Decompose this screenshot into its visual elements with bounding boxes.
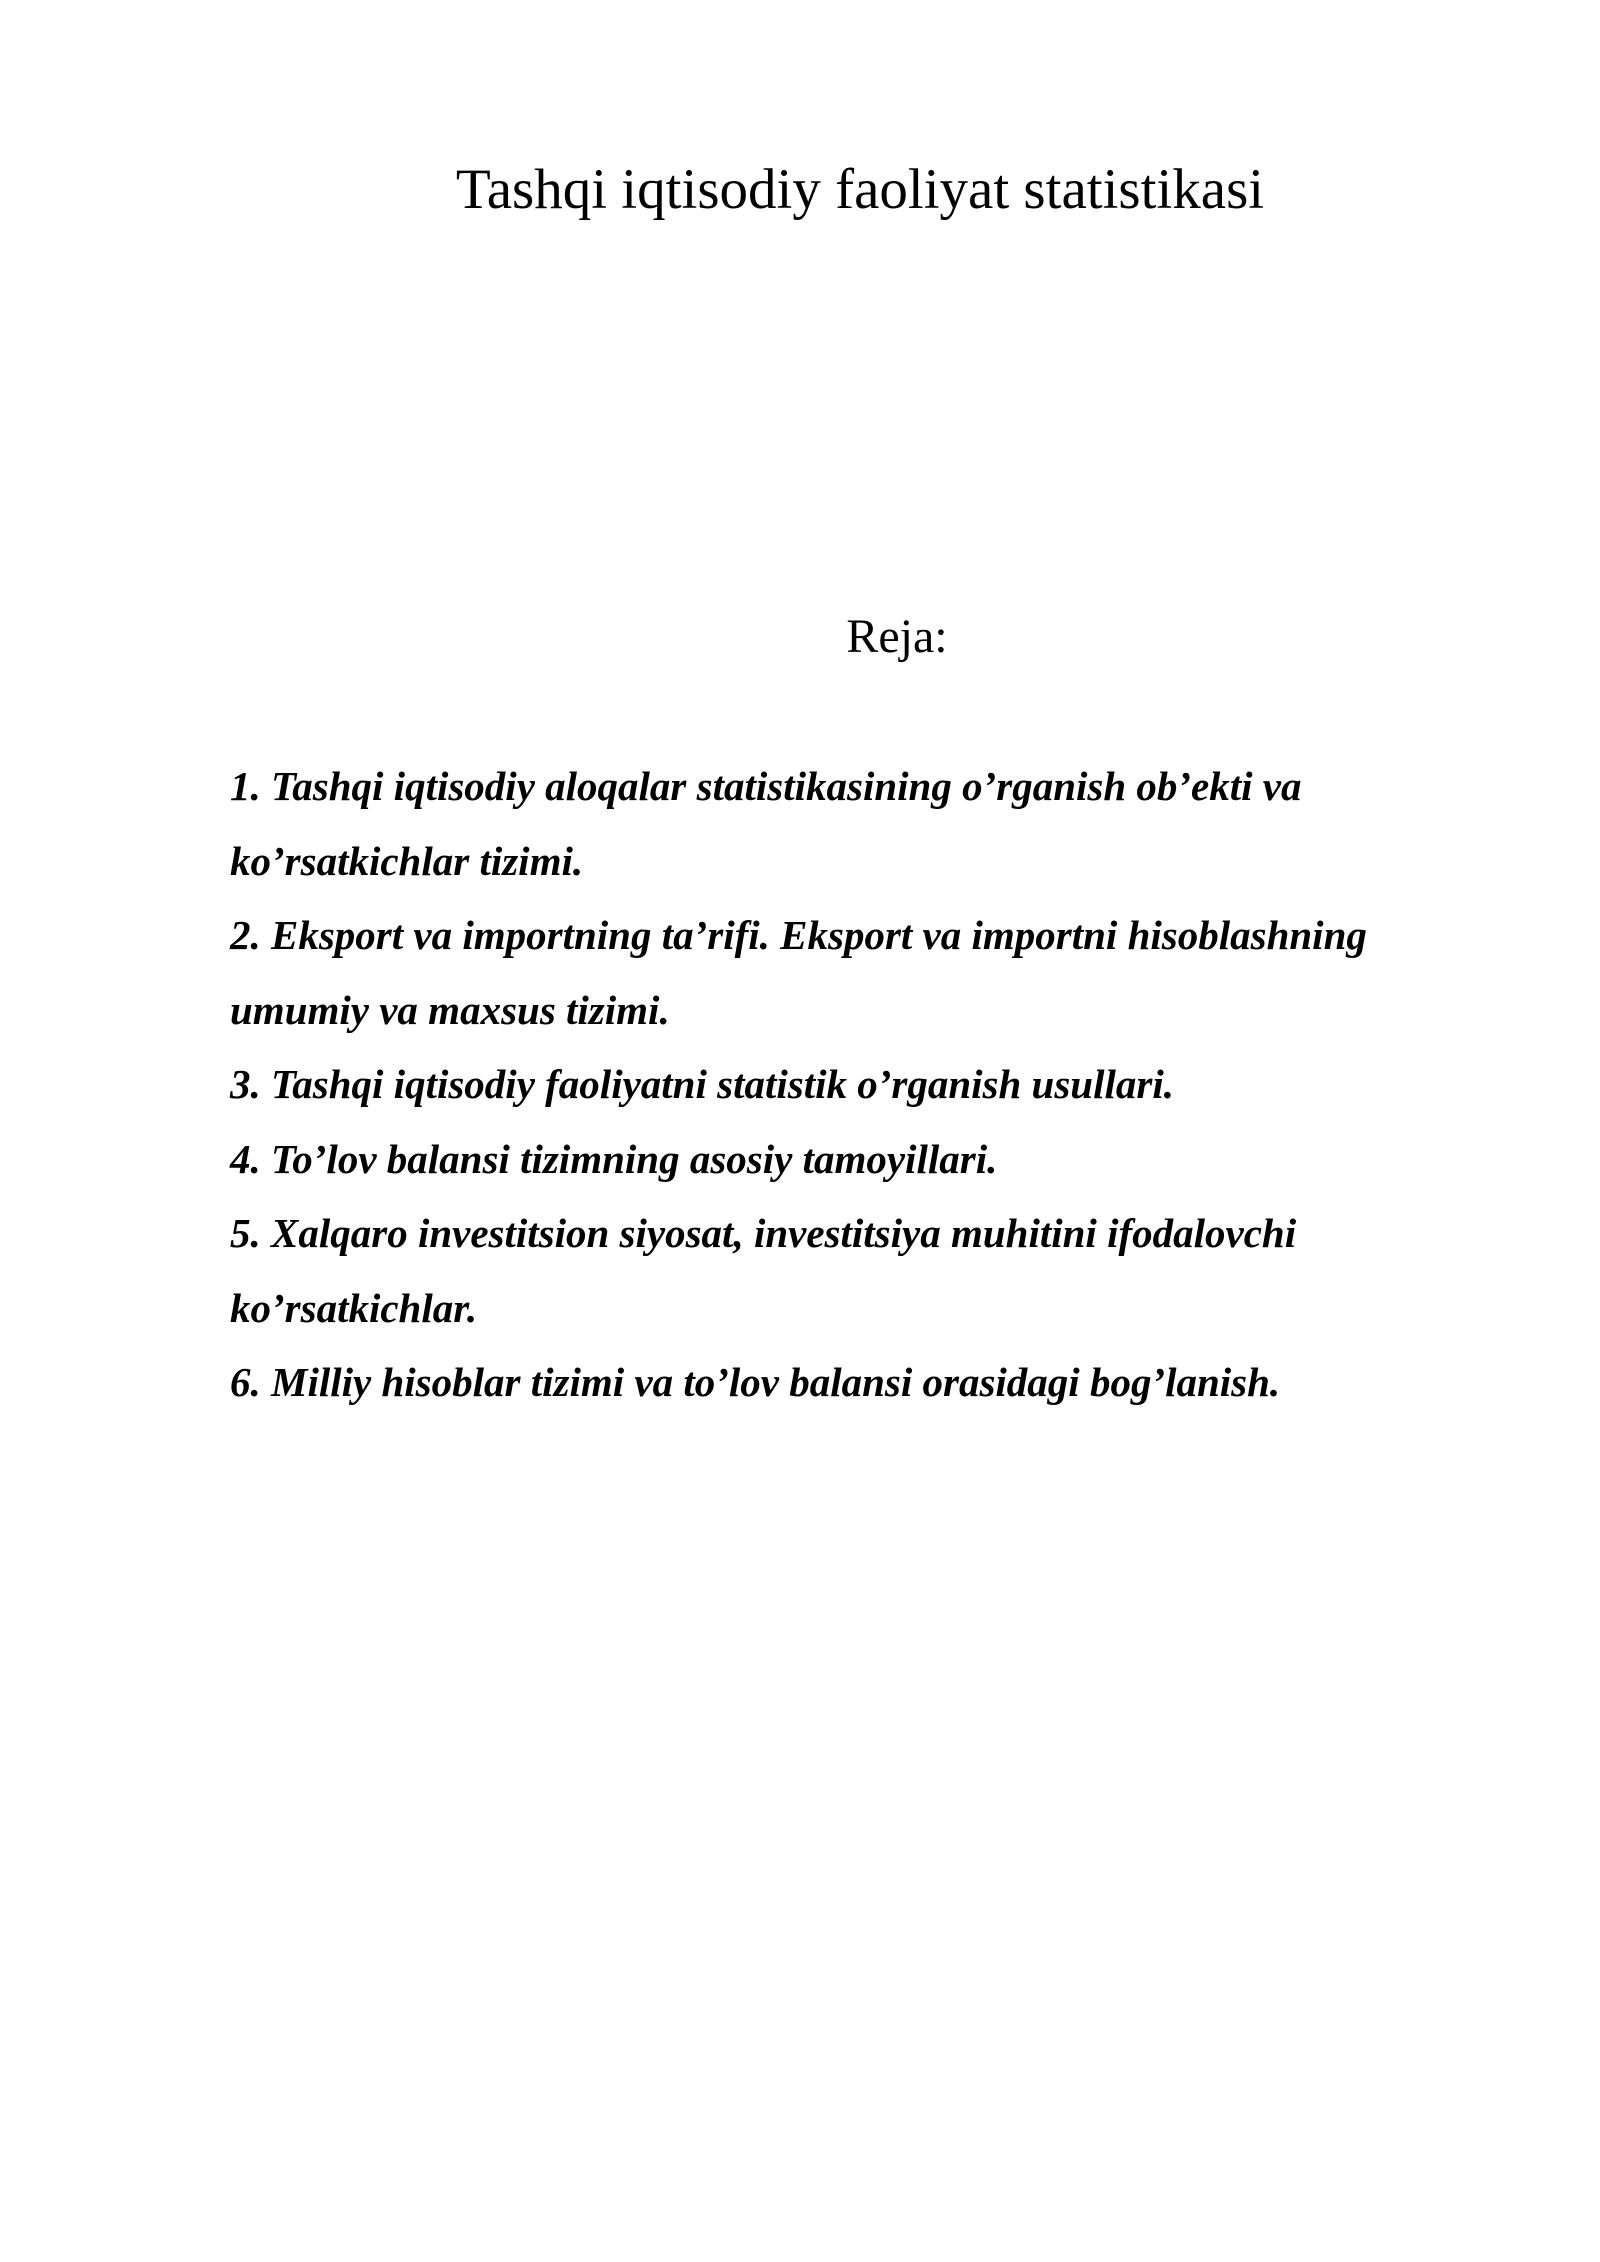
plan-item-5: 5. Xalqaro investitsion siyosat, investitsiya muhitini ifodalovchi ko’rsatkichlar. <box>230 1210 1297 1331</box>
plan-heading: Reja: <box>846 610 948 663</box>
plan-item-1: 1. Tashqi iqtisodiy aloqalar statistikasining o’rganish ob’ekti va ko’rsatkichlar tizimi. <box>230 763 1302 884</box>
plan-item-6: 6. Milliy hisoblar tizimi va to’lov balansi orasidagi bog’lanish. <box>230 1359 1281 1405</box>
plan-item-4: 4. To’lov balansi tizimning asosiy tamoyillari. <box>230 1135 998 1182</box>
document-title: Tashqi iqtisodiy faoliyat statistikasi <box>455 158 1265 221</box>
plan-item-3: 3. Tashqi iqtisodiy faoliyatni statistik o’rganish usullari. <box>230 1061 1174 1107</box>
plan-list <box>230 749 1500 1420</box>
plan-item-2: 2. Eksport va importning ta’rifi. Eksport va importni hisoblashning umumiy va maxsus tizimi. <box>230 912 1367 1033</box>
